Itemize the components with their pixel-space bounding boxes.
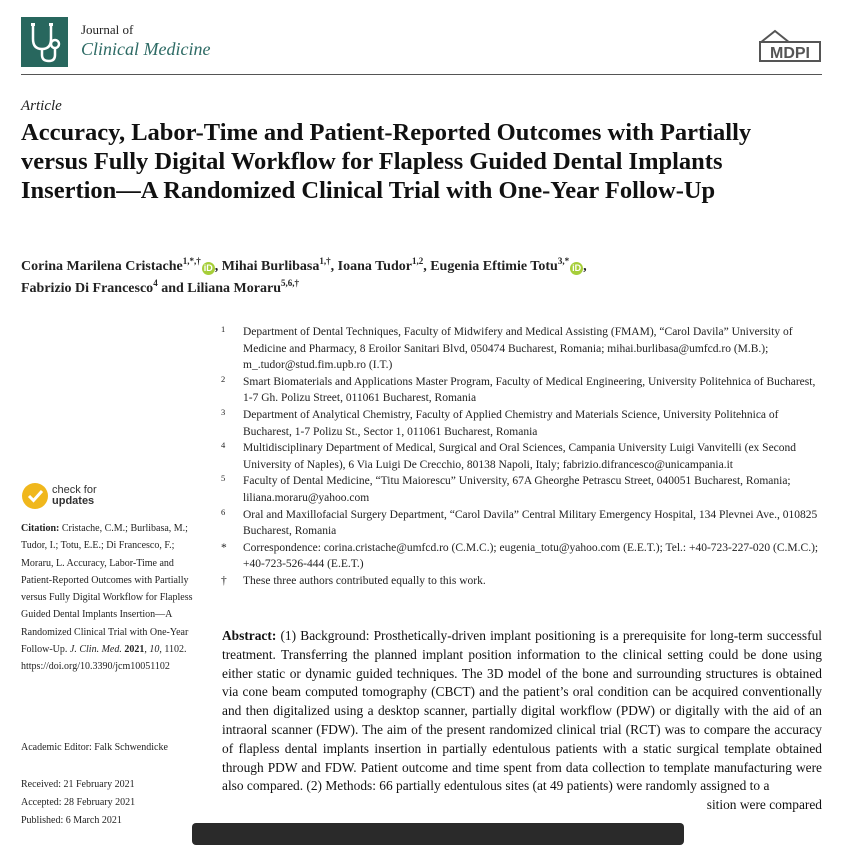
- separator: ,: [214, 259, 222, 274]
- affiliation-marker: †: [221, 574, 227, 587]
- affiliation-text: Department of Dental Techniques, Faculty of Midwifery and Medical Assisting (FMAM), “Carol Davila” University of Medicine and Pharmacy, 8 Eroilor Sanitari Blvd, 050474 Bucharest, Romania; mihai.burlibasa@umfcd.ro (M.B.); m_.tudor@stud.fim.upb.ro (I.T.): [243, 326, 793, 372]
- journal-logo: [21, 17, 68, 67]
- citation-doi[interactable]: , 1102. https://doi.org/10.3390/jcm10051102: [21, 644, 187, 673]
- abstract-text: (1) Background: Prosthetically-driven implant positioning is a prerequisite for long-term successful treatment. Transferring the planned implant position information to the clinical setting could be done using either static or dynamic guided techniques. The 3D model of the bone and surrounding structures is obtained via cone beam computed tomography (CBCT) and the patient’s oral condition can be acquired conventionally and then digitalized using a desktop scanner, partially digital workflow (PDW) or digitally with the aid of an intraoral scanner (FDW). The aim of the present randomized clinical trial (RCT) was to compare the accuracy of flapless dental implants insertion in partially edentulous patients with a static surgical template obtained through PDW and FDW. Patient outcome and time spent from data collection to template manufacturing were also compared. (2) Methods: 66 partially edentulous sites (at 49 patients) were randomly assigned to a: [222, 628, 822, 794]
- mdpi-text: MDPI: [770, 45, 810, 62]
- affiliation-marker: 3: [221, 406, 226, 417]
- accepted-date: Accepted: 28 February 2021: [21, 797, 136, 808]
- author-affil-sup: 1,†: [319, 256, 331, 266]
- separator: ,: [583, 259, 587, 274]
- mdpi-logo: [756, 28, 822, 62]
- header-divider: [21, 74, 822, 75]
- author-name[interactable]: Eugenia Eftimie Totu: [430, 259, 558, 274]
- affiliation-text: Faculty of Dental Medicine, “Titu Maiorescu” University, 67A Gheorghe Petrascu Street, 040051 Bucharest, Romania; liliana.moraru@yahoo.com: [243, 475, 791, 504]
- author-affil-sup: 1,*,†: [182, 256, 201, 266]
- journal-of-label: Journal of: [81, 22, 134, 37]
- stethoscope-icon: [21, 17, 68, 67]
- abstract-label: Abstract:: [222, 628, 277, 643]
- affiliation-text: Correspondence: corina.cristache@umfcd.ro (C.M.C.); eugenia_totu@yahoo.com (E.E.T.); Tel.: +40-723-227-020 (C.M.C.); +40-723-526-444 (E.E.T.): [243, 541, 819, 571]
- author-name[interactable]: Corina Marilena Cristache: [21, 259, 183, 274]
- published-date: Published: 6 March 2021: [21, 815, 122, 826]
- author-affil-sup: 1,2: [411, 256, 424, 266]
- affiliation-marker: 4: [221, 440, 226, 451]
- citation-volume: 10: [149, 644, 160, 656]
- author-list: [21, 256, 821, 300]
- publication-dates: [21, 776, 203, 830]
- citation-journal: J. Clin. Med.: [69, 644, 122, 656]
- author-name[interactable]: Fabrizio Di Francesco: [21, 281, 154, 296]
- affiliation-marker: 5: [221, 473, 226, 484]
- affiliation-item: [221, 507, 821, 540]
- received-date: Received: 21 February 2021: [21, 779, 135, 790]
- affiliation-text: Oral and Maxillofacial Surgery Department, “Carol Davila” Central Military Emergency Hospital, 134 Plevnei Ave., 010825 Bucharest, Romania: [243, 508, 818, 538]
- affiliation-item: [221, 374, 821, 407]
- equal-contribution-note: [221, 573, 821, 590]
- updates-label: updates: [52, 495, 95, 507]
- orcid-icon[interactable]: iD: [572, 263, 582, 273]
- citation-text: Cristache, C.M.; Burlibasa, M.; Tudor, I.; Totu, E.E.; Di Francesco, F.; Moraru, L. Accuracy, Labor-Time and Patient-Reported Outcomes with Partially versus Fully Digital Workflow for Flapless Guided Dental Implants Insertion—A Randomized Clinical Trial with One-Year Follow-Up.: [21, 523, 193, 656]
- check-for-label: check for: [52, 484, 97, 496]
- crossmark-icon: [22, 483, 48, 509]
- check-for-updates-button[interactable]: [22, 483, 132, 513]
- citation-label: Citation:: [21, 523, 60, 534]
- separator: and: [157, 281, 188, 296]
- author-affil-sup: 3,*: [557, 256, 570, 266]
- abstract-partial-line: sition were compared: [706, 797, 822, 813]
- article-title: Accuracy, Labor-Time and Patient-Reported Outcomes with Partially versus Fully Digital Workflow for Flapless Guided Dental Implants Insertion—A Randomized Clinical Trial with One-Year Follow-Up: [21, 119, 752, 205]
- affiliation-item: [221, 407, 821, 440]
- author-name[interactable]: Ioana Tudor: [337, 259, 412, 274]
- affiliation-item: [221, 473, 821, 506]
- author-name[interactable]: Liliana Moraru: [187, 281, 281, 296]
- journal-name: Clinical Medicine: [81, 39, 211, 59]
- affiliations: [221, 324, 821, 590]
- orcid-icon[interactable]: iD: [203, 263, 213, 273]
- affiliation-text: Multidisciplinary Department of Medical, Surgical and Oral Sciences, Campania University Luigi Vanvitelli (ex Second University of Naples), 6 Via Luigi De Crecchio, 80138 Napoli, Italy; fabrizio.difrancesco@unicampania.it: [243, 442, 797, 471]
- citation-block: Citation: Cristache, C.M.; Burlibasa, M.; Tudor, I.; Totu, E.E.; Di Francesco, F.; Moraru, L. Accuracy, Labor-Time and Patient-Reported Outcomes with Partially versus Fully Digital Workflow for Flapless Guided Dental Implants Insertion—A Randomized Clinical Trial with One-Year Follow-Up. J. Clin. Med. 2021, 10, 1102. https://doi.org/10.3390/jcm10051102: [21, 523, 193, 673]
- affiliation-marker: 2: [221, 373, 226, 384]
- affiliation-item: [221, 324, 821, 374]
- separator: ,: [423, 259, 431, 274]
- affiliation-marker: 1: [221, 324, 226, 334]
- author-affil-sup: 5,6,†: [281, 278, 299, 288]
- affiliation-marker: *: [221, 541, 227, 554]
- correspondence-item: [221, 540, 821, 573]
- pdf-viewer-toolbar[interactable]: [192, 823, 684, 845]
- article-type: Article: [21, 98, 62, 114]
- affiliation-marker: 6: [221, 506, 226, 517]
- separator: ,: [330, 259, 338, 274]
- citation-year: 2021: [124, 644, 145, 656]
- abstract: [222, 627, 822, 815]
- author-name[interactable]: Mihai Burlibasa: [221, 259, 320, 274]
- affiliation-text: These three authors contributed equally to this work.: [243, 574, 486, 587]
- affiliation-text: Department of Analytical Chemistry, Faculty of Applied Chemistry and Materials Science, University Politehnica of Bucharest, 1-7 Polizu St., Sector 1, 011061 Bucharest, Romania: [243, 408, 779, 438]
- author-affil-sup: 4: [153, 278, 158, 288]
- affiliation-item: [221, 440, 821, 473]
- academic-editor: Academic Editor: Falk Schwendicke: [21, 742, 168, 753]
- affiliation-text: Smart Biomaterials and Applications Master Program, Faculty of Medical Engineering, University Politehnica of Bucharest, 1-7 Gh. Polizu Street, 011061 Bucharest, Romania: [243, 375, 816, 405]
